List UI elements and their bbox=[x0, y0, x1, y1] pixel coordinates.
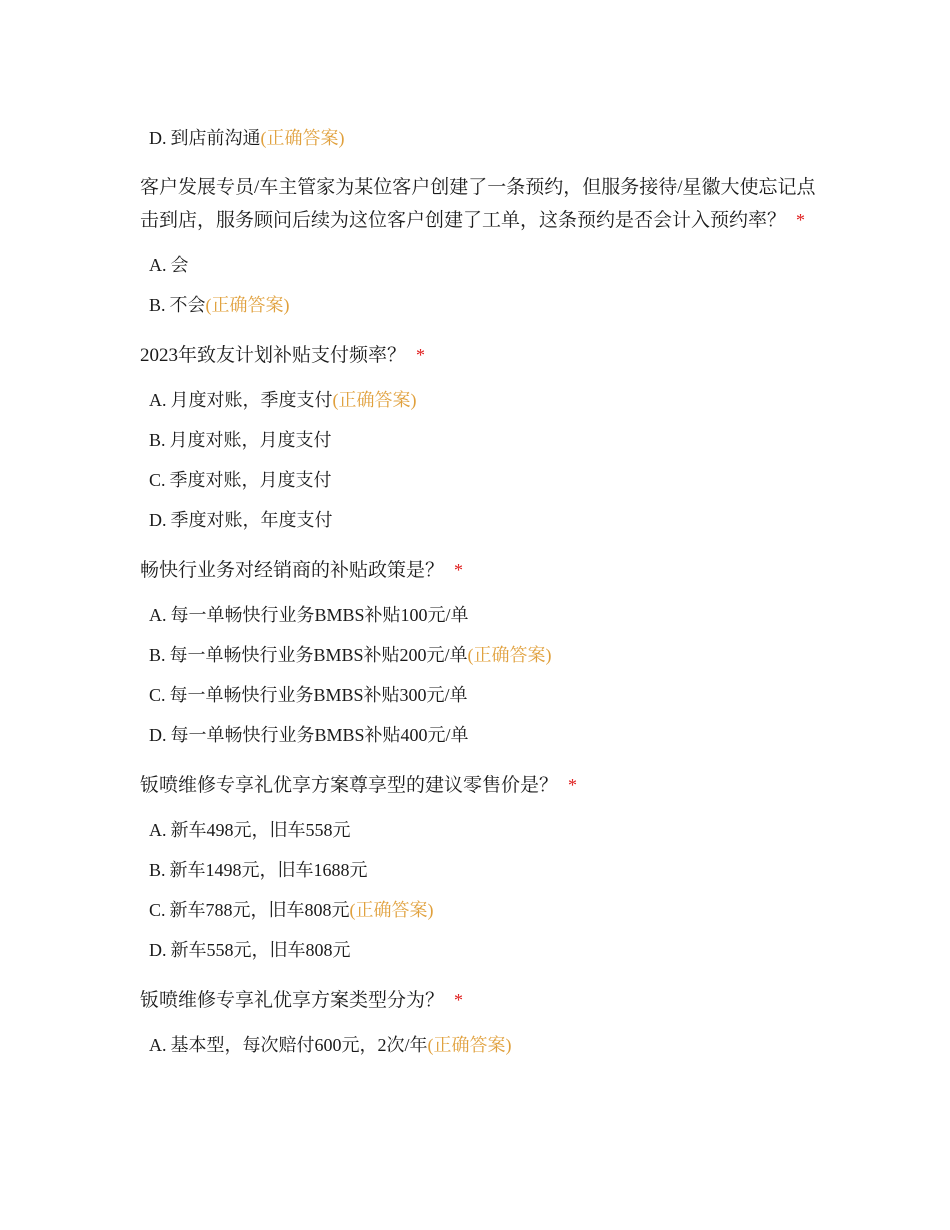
option-letter: A. bbox=[149, 1035, 167, 1055]
correct-answer-tag: (正确答案) bbox=[332, 390, 417, 410]
option-text: 每一单畅快行业务BMBS补贴300元/单 bbox=[169, 685, 468, 705]
correct-answer-tag: (正确答案) bbox=[349, 900, 434, 920]
option-a bbox=[140, 810, 820, 850]
option-text: 新车498元，旧车558元 bbox=[170, 820, 351, 840]
question-text: 钣喷维修专享礼优享方案类型分为？ bbox=[140, 990, 445, 1011]
question-dealer-subsidy bbox=[140, 554, 820, 587]
option-text: 季度对账，月度支付 bbox=[169, 470, 332, 490]
required-mark: * bbox=[454, 560, 464, 580]
correct-answer-tag: (正确答案) bbox=[427, 1035, 512, 1055]
option-letter: A. bbox=[149, 820, 167, 840]
quiz-page bbox=[140, 118, 820, 1065]
option-b bbox=[140, 850, 820, 890]
option-text: 每一单畅快行业务BMBS补贴200元/单 bbox=[169, 645, 468, 665]
option-text: 新车788元，旧车808元 bbox=[169, 900, 350, 920]
option-letter: A. bbox=[149, 255, 167, 275]
correct-answer-tag: (正确答案) bbox=[260, 128, 345, 148]
correct-answer-tag: (正确答案) bbox=[205, 295, 290, 315]
option-a bbox=[140, 245, 820, 285]
option-letter: C. bbox=[149, 900, 166, 920]
prev-option-d bbox=[140, 118, 820, 158]
option-a bbox=[140, 1025, 820, 1065]
option-d bbox=[140, 930, 820, 970]
question-appointment-rate bbox=[140, 172, 820, 237]
option-letter: C. bbox=[149, 685, 166, 705]
option-letter: C. bbox=[149, 470, 166, 490]
correct-answer-tag: (正确答案) bbox=[467, 645, 552, 665]
option-text: 月度对账，月度支付 bbox=[169, 430, 332, 450]
option-text: 每一单畅快行业务BMBS补贴400元/单 bbox=[170, 725, 469, 745]
required-mark: * bbox=[796, 210, 806, 230]
option-letter: D. bbox=[149, 725, 167, 745]
option-letter: B. bbox=[149, 645, 166, 665]
question-subsidy-frequency bbox=[140, 339, 820, 372]
option-a bbox=[140, 595, 820, 635]
option-c bbox=[140, 675, 820, 715]
option-text: 季度对账，年度支付 bbox=[170, 510, 333, 530]
option-text: 每一单畅快行业务BMBS补贴100元/单 bbox=[170, 605, 469, 625]
option-text: 会 bbox=[170, 255, 189, 275]
option-letter: A. bbox=[149, 605, 167, 625]
option-d bbox=[140, 500, 820, 540]
option-text: 新车1498元，旧车1688元 bbox=[169, 860, 368, 880]
option-letter: B. bbox=[149, 860, 166, 880]
option-b bbox=[140, 285, 820, 325]
question-text: 畅快行业务对经销商的补贴政策是？ bbox=[140, 560, 445, 581]
option-b bbox=[140, 420, 820, 460]
question-retail-price bbox=[140, 769, 820, 802]
option-text: 不会 bbox=[169, 295, 206, 315]
question-text: 2023年致友计划补贴支付频率？ bbox=[140, 345, 407, 366]
option-text: 基本型，每次赔付600元，2次/年 bbox=[170, 1035, 428, 1055]
option-letter: D. bbox=[149, 940, 167, 960]
option-text: 新车558元，旧车808元 bbox=[170, 940, 351, 960]
required-mark: * bbox=[454, 990, 464, 1010]
option-d bbox=[140, 715, 820, 755]
option-c bbox=[140, 460, 820, 500]
option-letter: D. bbox=[149, 128, 167, 148]
question-text: 钣喷维修专享礼优享方案尊享型的建议零售价是？ bbox=[140, 775, 559, 796]
option-a bbox=[140, 380, 820, 420]
required-mark: * bbox=[416, 345, 426, 365]
option-letter: A. bbox=[149, 390, 167, 410]
option-letter: B. bbox=[149, 295, 166, 315]
option-b bbox=[140, 635, 820, 675]
option-c bbox=[140, 890, 820, 930]
question-text: 客户发展专员/车主管家为某位客户创建了一条预约，但服务接待/星徽大使忘记点击到店，服务顾问后续为这位客户创建了工单，这条预约是否会计入预约率？ bbox=[140, 177, 816, 231]
question-plan-types bbox=[140, 984, 820, 1017]
required-mark: * bbox=[568, 775, 578, 795]
option-letter: B. bbox=[149, 430, 166, 450]
option-text: 到店前沟通 bbox=[170, 128, 261, 148]
option-text: 月度对账，季度支付 bbox=[170, 390, 333, 410]
option-letter: D. bbox=[149, 510, 167, 530]
